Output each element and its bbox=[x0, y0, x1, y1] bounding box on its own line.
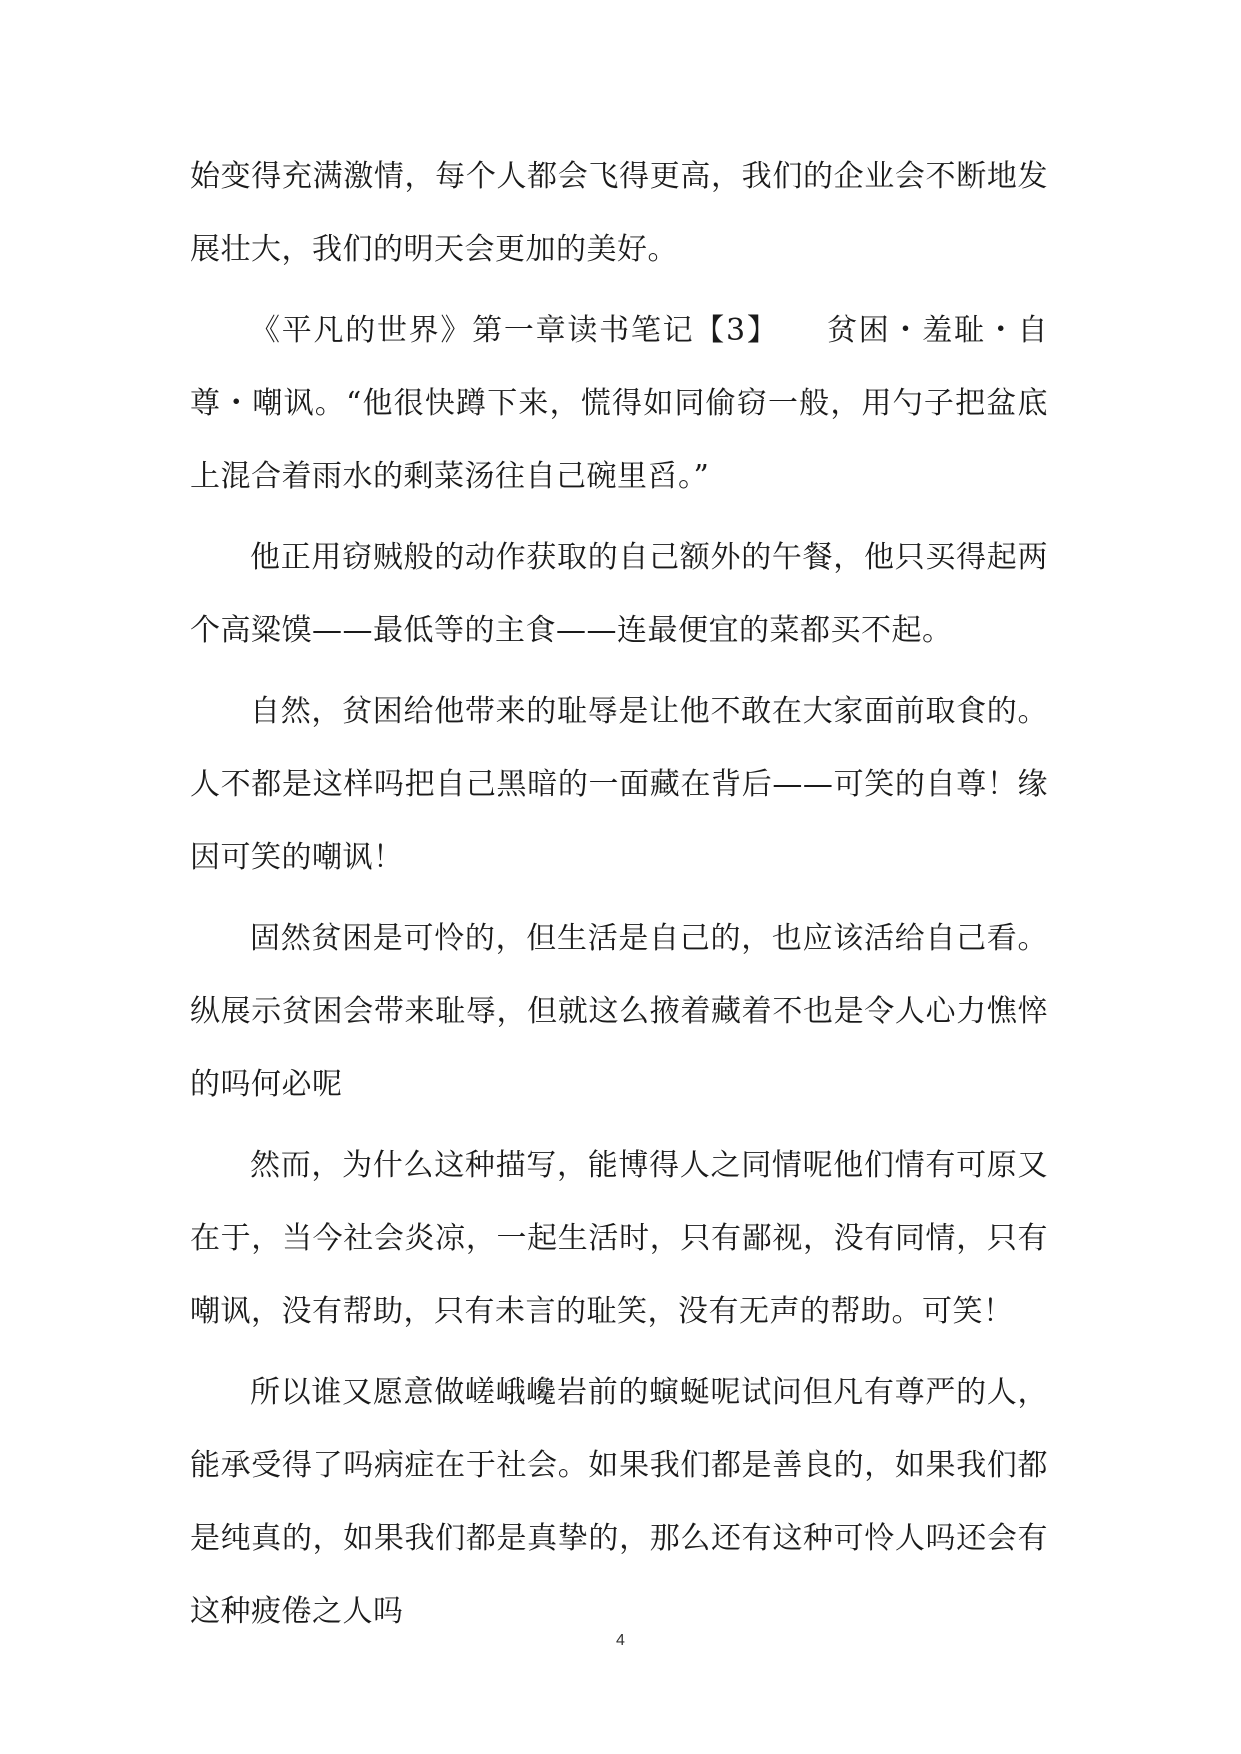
paragraph-1: 始变得充满激情，每个人都会飞得更高，我们的企业会不断地发展壮大，我们的明天会更加的美好。 bbox=[190, 159, 1048, 267]
paragraph-7: 所以谁又愿意做嵯峨巉岩前的螾蜒呢试问但凡有尊严的人，能承受得了吗病症在于社会。如果我们都是善良的，如果我们都是纯真的，如果我们都是真挚的，那么还有这种可怜人吗还会有这种疲倦之人吗 bbox=[190, 1375, 1048, 1629]
page-number: 4 bbox=[616, 1632, 625, 1649]
paragraph-3: 他正用窃贼般的动作获取的自己额外的午餐，他只买得起两个高粱馍——最低等的主食——连最便宜的菜都买不起。 bbox=[190, 540, 1048, 648]
paragraph-5: 固然贫困是可怜的，但生活是自己的，也应该活给自己看。纵展示贫困会带来耻辱，但就这么掖着藏着不也是令人心力憔悴的吗何必呢 bbox=[190, 921, 1048, 1102]
paragraph-2: 《平凡的世界》第一章读书笔记【3】 贫困・羞耻・自尊・嘲讽。“他很快蹲下来，慌得如同偷窃一般，用勺子把盆底上混合着雨水的剩菜汤往自己碗里舀。” bbox=[190, 313, 1048, 494]
document-body bbox=[190, 140, 1048, 1656]
paragraph-4: 自然，贫困给他带来的耻辱是让他不敢在大家面前取食的。人不都是这样吗把自己黑暗的一面藏在背后——可笑的自尊！缘因可笑的嘲讽！ bbox=[190, 694, 1048, 875]
paragraph-6: 然而，为什么这种描写，能博得人之同情呢他们情有可原又在于，当今社会炎凉，一起生活时，只有鄙视，没有同情，只有嘲讽，没有帮助，只有未言的耻笑，没有无声的帮助。可笑！ bbox=[190, 1148, 1048, 1329]
